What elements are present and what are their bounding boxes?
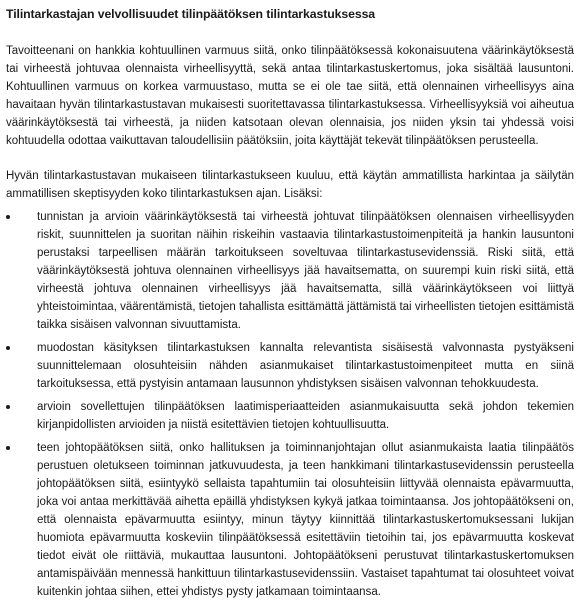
list-item-text: arvioin sovellettujen tilinpäätöksen laatimisperiaatteiden asianmukaisuutta sekä johdon tekemien kirjanpidollisten arvioiden ja niistä esitettävien tietojen kohtuullisuutta. bbox=[37, 401, 574, 431]
list-item-text: tunnistan ja arvioin väärinkäytöksestä tai virheestä johtuvat tilinpäätöksen olennaisen virheellisyyden riskit, suunnittelen ja suoritan näihin riskeihin vastaavia tilintarkastustoimenpiteitä ja hankin lausuntoni perustaksi tarpeellisen määrän tarkoitukseen soveltuvaa tilintarkastusevidenssiä. Riski siitä, että väärinkäytöksestä johtuva olennainen virheellisyys jää havaitsematta, on suurempi kuin riski siitä, että virheestä johtuva olennainen virheellisyys jää havaitsematta, sillä väärinkäytökseen voi liittyä yhteistoimintaa, väärentämistä, tietojen tahallista esittämättä jättämistä tai virheellisten tietojen esittämistä taikka sisäisen valvonnan sivuuttamista. bbox=[37, 211, 574, 331]
list-item bbox=[6, 398, 574, 434]
bullet-icon bbox=[6, 405, 10, 409]
auditor-duties-list bbox=[6, 208, 574, 601]
list-item bbox=[6, 208, 574, 334]
bullet-icon bbox=[6, 215, 10, 219]
paragraph-auditor-objective: Tavoitteenani on hankkia kohtuullinen varmuus siitä, onko tilinpäätöksessä kokonaisuutena väärinkäytöksestä tai virheestä johtuvaa olennaista virheellisyyttä, sekä antaa tilintarkastuskertomus, joka sisältää lausuntoni. Kohtuullinen varmuus on korkea varmuustaso, mutta se ei ole tae siitä, että olennainen virheellisyys aina havaitaan hyvän tilintarkastustavan mukaisesti suoritettavassa tilintarkastuksessa. Virheellisyyksiä voi aiheutua väärinkäytöksestä tai virheestä, ja niiden katsotaan olevan olennaisia, jos niiden yksin tai yhdessä voisi kohtuudella odottaa vaikuttavan taloudellisiin päätöksiin, joita käyttäjät tekevät tilinpäätöksen perusteella. bbox=[6, 45, 574, 147]
paragraph-professional-judgement: Hyvän tilintarkastustavan mukaiseen tilintarkastukseen kuuluu, että käytän ammatillista harkintaa ja säilytän ammatillisen skeptisyyden koko tilintarkastuksen ajan. Lisäksi: bbox=[6, 170, 574, 200]
section-heading: Tilintarkastajan velvollisuudet tilinpäätöksen tilintarkastuksessa bbox=[6, 7, 376, 21]
list-item bbox=[6, 439, 574, 601]
bullet-icon bbox=[6, 346, 10, 350]
bullet-icon bbox=[6, 446, 10, 450]
document-page bbox=[6, 6, 574, 601]
list-item bbox=[6, 339, 574, 393]
list-item-text: teen johtopäätöksen siitä, onko hallituksen ja toiminnanjohtajan ollut asianmukaista laatia tilinpäätös perustuen oletukseen toiminnan jatkuvuudesta, ja teen hankkimani tilintarkastusevidenssin perusteella johtopäätöksen siitä, esiintyykö sellaista tapahtumiin tai olosuhteisiin liittyvää olennaista epävarmuutta, joka voi antaa merkittävää aihetta epäillä yhdistyksen kykyä jatkaa toimintaansa. Jos johtopäätökseni on, että olennaista epävarmuutta esiintyy, minun täytyy kiinnittää tilintarkastuskertomuksessani lukijan huomiota epävarmuutta koskeviin tilinpäätöksessä esitettäviin tietoihin tai, jos epävarmuutta koskevat tiedot eivät ole riittäviä, mukauttaa lausuntoni. Johtopäätökseni perustuvat tilintarkastuskertomuksen antamispäivään mennessä hankittuun tilintarkastusevidenssiin. Vastaiset tapahtumat tai olosuhteet voivat kuitenkin johtaa siihen, ettei yhdistys pysty jatkamaan toimintaansa. bbox=[37, 442, 574, 598]
list-item-text: muodostan käsityksen tilintarkastuksen kannalta relevantista sisäisestä valvonnasta pystyäkseni suunnittelemaan olosuhteisiin nähden asianmukaiset tilintarkastustoimenpiteet mutta en siinä tarkoituksessa, että pystyisin antamaan lausunnon yhdistyksen sisäisen valvonnan tehokkuudesta. bbox=[37, 342, 574, 390]
